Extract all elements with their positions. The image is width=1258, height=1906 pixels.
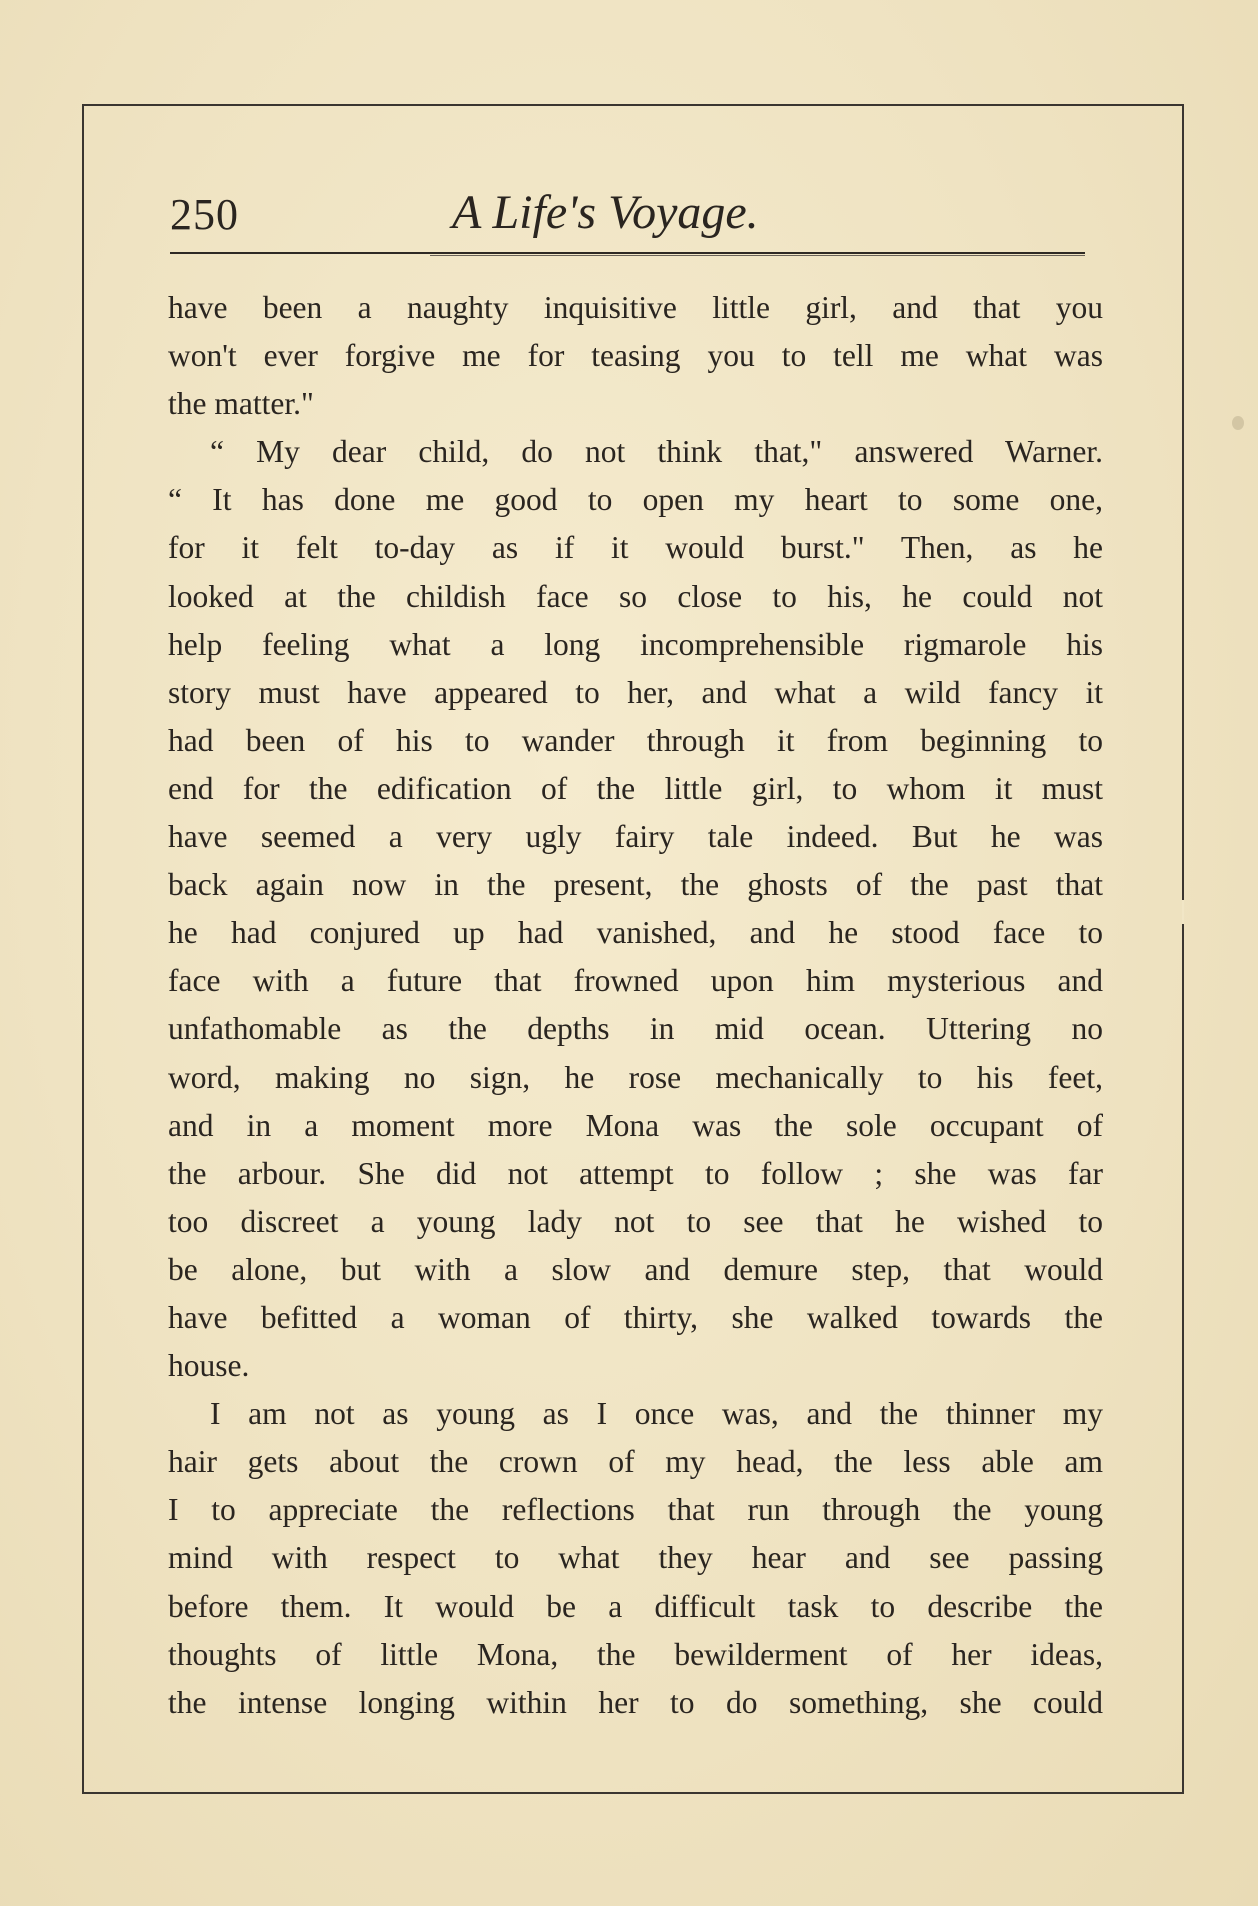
text-line: be alone, but with a slow and demure step, that would (168, 1251, 1103, 1287)
text-line: house. (168, 1348, 250, 1384)
text-line: end for the edification of the little girl, to whom it must (168, 770, 1103, 806)
text-line: thoughts of little Mona, the bewilderment of her ideas, (168, 1636, 1103, 1672)
text-line: for it felt to-day as if it would burst." Then, as he (168, 530, 1103, 566)
text-line: the matter." (168, 386, 314, 422)
page-number: 250 (170, 190, 239, 239)
text-line: story must have appeared to her, and what a wild fancy it (168, 674, 1103, 710)
text-line: hair gets about the crown of my head, the less able am (168, 1444, 1103, 1480)
text-line: before them. It would be a difficult task to describe the (168, 1588, 1103, 1624)
header-rule (170, 252, 1085, 254)
frame-gap (1182, 900, 1184, 924)
text-line: back again now in the present, the ghosts of the past that (168, 867, 1103, 903)
body-text (168, 284, 1103, 1727)
text-line: I to appreciate the reflections that run through the young (168, 1492, 1103, 1528)
frame-tick-mark (1182, 884, 1184, 898)
text-line: have seemed a very ugly fairy tale indeed. But he was (168, 819, 1103, 855)
text-line: the intense longing within her to do something, she could (168, 1684, 1103, 1720)
text-line: have been a naughty inquisitive little girl, and that you (168, 290, 1103, 325)
text-line: and in a moment more Mona was the sole occupant of (168, 1107, 1103, 1143)
text-line: won't ever forgive me for teasing you to tell me what was (168, 338, 1103, 374)
text-line: too discreet a young lady not to see that he wished to (168, 1203, 1103, 1239)
text-line: the arbour. She did not attempt to follow ; she was far (168, 1155, 1103, 1191)
text-line: unfathomable as the depths in mid ocean. Uttering no (168, 1011, 1103, 1047)
text-line: mind with respect to what they hear and see passing (168, 1540, 1103, 1576)
text-line: have befitted a woman of thirty, she walked towards the (168, 1299, 1103, 1335)
page-header (170, 185, 1090, 255)
text-line: help feeling what a long incomprehensible rigmarole his (168, 626, 1103, 662)
text-line: looked at the childish face so close to his, he could not (168, 578, 1103, 614)
header-rule-shadow (430, 255, 1085, 256)
text-line: had been of his to wander through it from beginning to (168, 722, 1103, 758)
text-line: “ My dear child, do not think that," answered Warner. (210, 434, 1103, 470)
text-line: word, making no sign, he rose mechanically to his feet, (168, 1059, 1103, 1095)
paper-smudge (1232, 416, 1244, 430)
text-line: “ It has done me good to open my heart to some one, (168, 482, 1103, 518)
text-line: I am not as young as I once was, and the thinner my (210, 1396, 1103, 1432)
text-line: face with a future that frowned upon him mysterious and (168, 963, 1103, 999)
running-title: A Life's Voyage. (452, 186, 759, 239)
text-line: he had conjured up had vanished, and he stood face to (168, 915, 1103, 951)
